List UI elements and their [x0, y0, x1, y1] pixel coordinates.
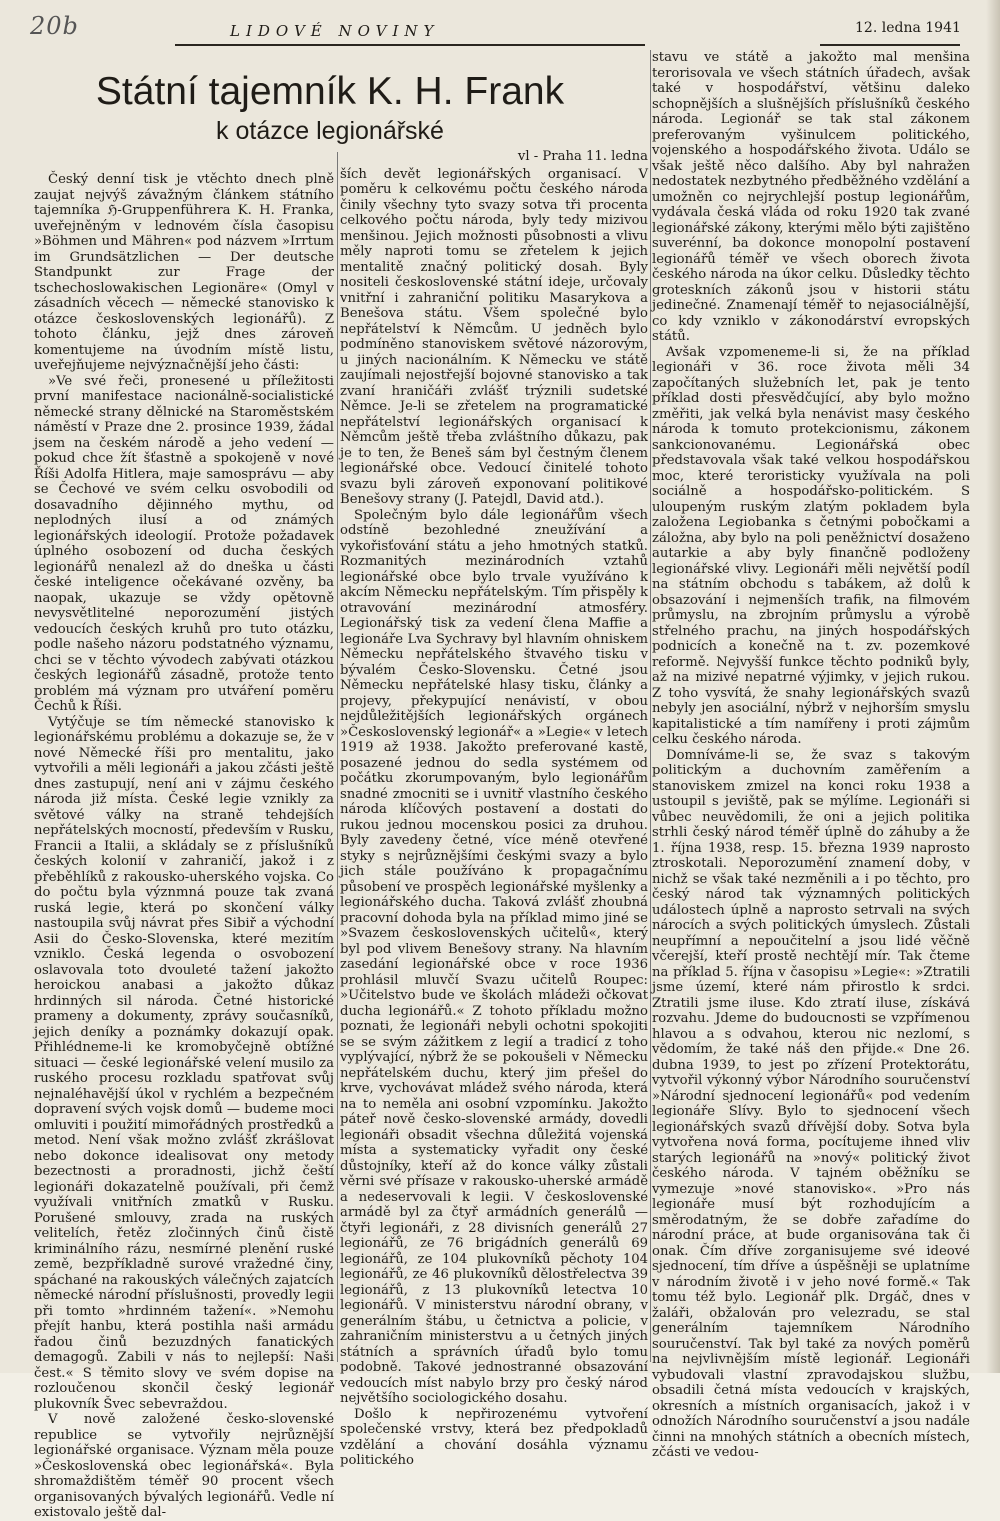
paragraph: Domníváme-li se, že svaz s takovým politickým a duchovním zaměřením a stanoviskem zmizel na konci roku 1938 a ustoupil s jeviště, pak se mýlíme. Legionáři si vůbec neuvědomili, že oni a jejich politika strhli český národ téměř úplně do záhuby a že 1. října 1938, resp. 15. března 1939 naprosto ztroskotali. Neporozumění znamení doby, v nichž se však také nezměnili a i po těchto, pro český národ tak významných politických událostech úplně a naprosto setrvali na svých nárocích a svých politických úmyslech. Zůstali neupřímní a nepoučitelní a jsou lidé věčně včerejší, kteří prostě nechtějí mír. Tak čteme na příklad 5. října v časopisu »Legie«: »Ztratili jsme území, které nám přirostlo k srdci. Ztratili jsme iluse. Kdo ztratí iluse, získává rozvahu. Jdeme do budoucnosti se vzpřímenou hlavou a s odvahou, kterou nic nezlomí, s vědomím, že také náš den přijde.« Dne 26. dubna 1939, to jest po zřízení Protektorátu, vytvořil výkonný výbor Národního souručenství »Národní sjednocení legionářů« pod vedením legionáře Slívy. Bylo to sjednocení všech legionářských svazů dřívější doby. Sotva byla vytvořena nová forma, pocítujeme ihned vliv starých legionářů na »nový« politický život českého národa. V tajném oběžníku se vymezuje »nové stanovisko«. »Pro nás legionáře musí být rozhodujícím a směrodatným, že se dobře zařadíme do národní práce, at bude organisována tak či onak. Čím dříve zorganisujeme své ideové sjednocení, tím dříve a úspěšněji se uplatníme v národním životě i v jeho nové formě.« Tak tomu též bylo. Legionář plk. Drgáč, dnes v žaláři, obžalován pro velezradu, se stal generálním tajemníkem Národního souručenství. Tak byl také za nových poměrů na nejvlivnějším místě legionář. Legionáři vybudovali vlastní zpravodajskou službu, obsadili četná místa vedoucích v krajských, okresních a místních organisacích, jakož i v odnožích Národního souručenství a jsou nadále činni na mnohých státních a obecních místech, zčásti ve vedou-	[652, 747, 970, 1460]
column-1	[34, 172, 334, 1520]
column-divider-2	[650, 50, 651, 1362]
article-subtitle: k otázce legionářské	[216, 117, 444, 145]
handwritten-note: 20b	[30, 12, 79, 40]
article-title: Státní tajemník K. H. Frank	[95, 70, 565, 113]
column-divider-1	[337, 152, 338, 1362]
paragraph: Avšak vzpomeneme-li si, že na příklad legionáři v 36. roce života měli 34 započítaných služebních let, pak je tento příklad dosti přesvědčující, aby bylo možno změřiti, jak velká byla nenávist masy českého národa k tomuto protekcionismu, zákonem sankcionovanému. Legionářská obec představovala však také velkou hospodářskou moc, které teroristicky využívala na poli sociálně a hospodářsko-politickém. S uloupeným ruským zlatým pokladem byla založena Legiobanka s četnými pobočkami a záložna, aby bylo na poli peněžnictví dosaženo autarkie a aby byly finančně podloženy legionářské vlivy. Legionáři měli největší podíl na státním obchodu s tabákem, až dolů k obsazování i nejmenších trafik, na filmovém průmyslu, na zbrojním průmyslu a výrobě střelného prachu, na jiných hospodářských podnicích a konečně na t. zv. pozemkové reformě. Nejvyšší funkce těchto podniků byly, až na mizivé nepatrné výjimky, v jejich rukou. Z toho vysvítá, že snahy legionářských svazů nebyly jen asociální, nýbrž v nejhorším smyslu kapitalistické a tím namířeny i proti zájmům celku českého národa.	[652, 344, 970, 747]
paragraph: ších devět legionářských organisací. V poměru k celkovému počtu českého národa činily všechny tyto svazy sotva tři procenta celkového počtu národa, byly tedy mizivou menšinou. Jejich možnosti působnosti a vlivu měly naproti tomu se zřetelem k jejich mentalitě značný politický dosah. Byly nositeli československé státní ideje, určovaly vnitřní i zahraniční politiku Masarykova a Benešova státu. Všem společné bylo nepřátelství k Němcům. U jedněch bylo podmíněno stanoviskem světové názorovým, u jiných nacionálním. K Německu ve státě zaujímali nejostřejší bojovné stanovisko a tak zvaní hraničáři zvlášť trýznili sudetské Němce. Je-li se zřetelem na programatické nepřátelství legionářských organisací k Němcům ještě třeba zvláštního důkazu, pak je to ten, že Beneš sám byl čestným členem legionářské obce. Vedoucí činitelé tohoto svazu byli zároveň exponovaní politikové Benešovy strany (J. Patejdl, David atd.).	[340, 166, 648, 507]
newspaper-name: LIDOVÉ NOVINY	[230, 22, 440, 40]
column-2	[340, 149, 648, 1468]
paragraph: Vytýčuje se tím německé stanovisko k legionářskému problému a dokazuje se, že v nové Německé říši pro mentalitu, jako vytvořili a měli legionáři a jakou zčásti ještě dnes zastupují, není ani v zájmu českého národa již místa. České legie vznikly za světové války na straně tehdejších nepřátelských mocností, především v Rusku, Francii a Italii, a skládaly se z příslušníků českých kolonií v zahraničí, jakož i z přeběhlíků z rakousko-uherského vojska. Co do počtu byla význmná pouze tak zvaná ruská legie, která po skončení války nastoupila svůj návrat přes Sibiř a východní Asii do Česko-Slovenska, které mezitím vzniklo. Česká legenda o osvobození oslavovala toto dvouleté tažení jakožto heroickou anabasi a jakožto důkaz hrdinných sil národa. Četné historické prameny a dokumenty, zprávy současníků, jejich deníky a poznámky dokazují opak. Přihlédneme-li ke kromobyčejně obtížné situaci — české legionářské velení musilo za ruského procesu rozkladu spatřovat svůj nejnaléhavější úkol v rychlém a bezpečném dopravení svých vojsk domů — budeme moci omluviti i použití mimořádných prostředků a metod. Není však možno zvlášť zkrášlovat nebo dokonce idealisovat ony metody bezectnosti a proradnosti, jichž čeští legionáři dokazatelně používali, při čemž využívali vnitřních zmatků v Rusku. Porušené smlouvy, zrada na ruských velitelích, řetěz zločinných činů čistě kriminálního rázu, nesmírné plenění ruské země, bezpříkladně surové vražedné činy, spáchané na rakouských válečných zajatcích německé národní příslušnosti, provedly legii při tomto »hrdinném tažení«. »Nemohu přejít hanbu, která postihla naši armádu řadou činů bezuzdných fanatických demagogů. Zabili v nás to nejlepší: Naši čest.« S těmito slovy ve svém dopise na rozloučenou skončil český legionář plukovník Švec sebevraždou.	[34, 714, 334, 1412]
header-rule-right	[820, 44, 960, 46]
paragraph: Český denní tisk je vtěchto dnech plně zaujat nejvýš závažným článkem státního tajemníka ℌ-Gruppenführera K. H. Franka, uveřejněným v lednovém čísla časopisu »Böhmen und Mähren« pod názvem »Irrtum im Grundsätzlichen — Der deutsche Standpunkt zur Frage der tschechoslowakischen Legionäre« (Omyl v zásadních věcech — německé stanovisko k otázce československých legionářů). Z tohoto článku, jejž dnes zároveň komentujeme na úvodním místě listu, uveřejňujeme nejvýznačnější jeho části:	[34, 172, 334, 373]
paragraph: »Ve své řeči, pronesené u příležitosti první manifestace nacionálně-socialistické německé strany dělnické na Staroměstském náměstí v Praze dne 2. prosince 1939, žádal jsem na českém národě a jeho vedení — pokud chce žít šťastně a spokojeně v nové Říši Adolfa Hitlera, maje samosprávu — aby se Čechové ve svém celku osvobodili od dosavadního dějinného mythu, od neplodných ilusí a od známých legionářských ideologií. Protože požadavek úplného osobození od ducha českých legionářů nenalezl až do dneška u části české inteligence očekávané ozvěny, ba naopak, ukazuje se vždy opětovně nevysvětlitelné neporozumění jistých vedoucích českých kruhů pro tuto otázku, podle našeho názoru podstatného významu, chci se v těchto vývodech zabývati otázkou českých legionářů zásadně, protože tento problém má význam pro utváření poměru Čechů k Říši.	[34, 373, 334, 714]
paper-edge	[986, 0, 1000, 1373]
paragraph: V nově založené česko-slovenské republice se vytvořily nejrůznější legionářské organisace. Význam měla pouze »Československá obec legionářská«. Byla shromaždištěm téměř 90 procent všech organisovaných bývalých legionářů. Vedle ní existovalo ještě dal-	[34, 1412, 334, 1520]
byline: vl - Praha 11. ledna	[517, 149, 648, 164]
header-rule	[175, 44, 645, 46]
column-3	[652, 50, 970, 1460]
paragraph: Společným bylo dále legionářům všech odstíně bezohledné zneužívání a vykořisťování státu a jeho hmotných statků. Rozmanitých mezinárodních vztahů legionářské obce bylo trvale využíváno k akcím Německu nepřátelským. Tím přispěly k otravování mezinárodní atmosféry. Legionářský tisk za vedení člena Maffie a legionáře Lva Sychravy byl hlavním ohniskem Německu nepřátelského štvavého tisku v bývalém Česko-Slovensku. Četné jsou Německu nepřátelské hlasy tisku, články a projevy, překypující nenávistí, v obou nejdůležitějších legionářských orgánech »Československý legionář« a »Legie« v letech 1919 až 1938. Jakožto preferované kastě, posazené jednou do sedla systémem od počátku zkorumpovaným, bylo legionářům snadné zmocniti se i uvnitř vlastního českého národa klíčových postavení a dostati do rukou jednou mocenskou posici za druhou. Byly zavedeny četné, více méně otevřené styky s nejrůznějšími českými svazy a bylo jich stále používáno k propagačnímu působení ve prospěch legionářské myšlenky a legionářského ducha. Taková zvlášť zhoubná pracovní dohoda byla na příklad mimo jiné se »Svazem československých učitelů«, který byl pod vlivem Benešovy strany. Na hlavním zasedání legionářské obce v roce 1936 prohlásil mluvčí Svazu učitelů Roupec: »Učitelstvo bude ve školách mládeži očkovat ducha legionářů.« Z tohoto příkladu možno poznati, že legionáři nebyli ochotni spokojiti se se svým zážitkem z legií a tradicí z toho vyplývající, nýbrž že se pokoušeli v Německu nepřátelském duchu, který jim přešel do krve, vychovávat mládež svého národa, která na to neměla ani osobní vzpomínku. Jakožto páteř nově česko-slovenské armády, dovedli legionáři obsadit všechna důležitá vojenská místa a systematicky vyřadit ony české důstojníky, kteří až do konce války zůstali věrni své přísaze v rakousko-uherské armádě a nedeservovali k legii. V československé armádě byl za čtyř armádních generálů — čtyři legionáři, z 28 divisních generálů 27 legionářů, ze 76 brigádních generálů 69 legionářů, ze 104 plukovníků pěchoty 104 legionářů, ze 46 plukovníků dělostřelectva 39 legionářů, z 13 plukovníků letectva 10 legionářů. V ministerstvu národní obrany, v generálním štábu, u četnictva a policie, v zahraničním ministerstvu a u četných jiných státních a správních úřadů bylo tomu podobně. Takové jednostranné obsazování vedoucích míst nabylo brzy pro český národ největšího sociologického dosahu.	[340, 507, 648, 1406]
issue-date: 12. ledna 1941	[855, 20, 961, 36]
paragraph: Došlo k nepřirozenému vytvoření společenské vrstvy, která bez předpokladů vzdělání a chování dosáhla významu politického	[340, 1406, 648, 1468]
paragraph: stavu ve státě a jakožto mal menšina terorisovala ve všech státních úřadech, avšak také v hospodářství, většinu daleko schopnějších a slušnějších příslušníků českého národa. Legionář se tak stal zákonem preferovaným vyšinulcem politického, vojenského a hospodářského života. Událo se však ještě něco dalšího. Aby byl nahražen nedostatek nezbytného předběžného vzdělání a umožněn co nejrychlejší postup legionářům, vydávala česká vláda od roku 1920 tak zvané legionářské zákony, kterými mělo býti zajištěno suverénní, ba dokonce monopolní postavení legionářů téměř ve všech oborech života českého národa na úkor celku. Důsledky těchto groteskních zákonů jsou v historii státu jedinečné. Znamenají téměř to nejasociálnější, co kdy vzniklo v zákonodárství evropských států.	[652, 50, 970, 344]
